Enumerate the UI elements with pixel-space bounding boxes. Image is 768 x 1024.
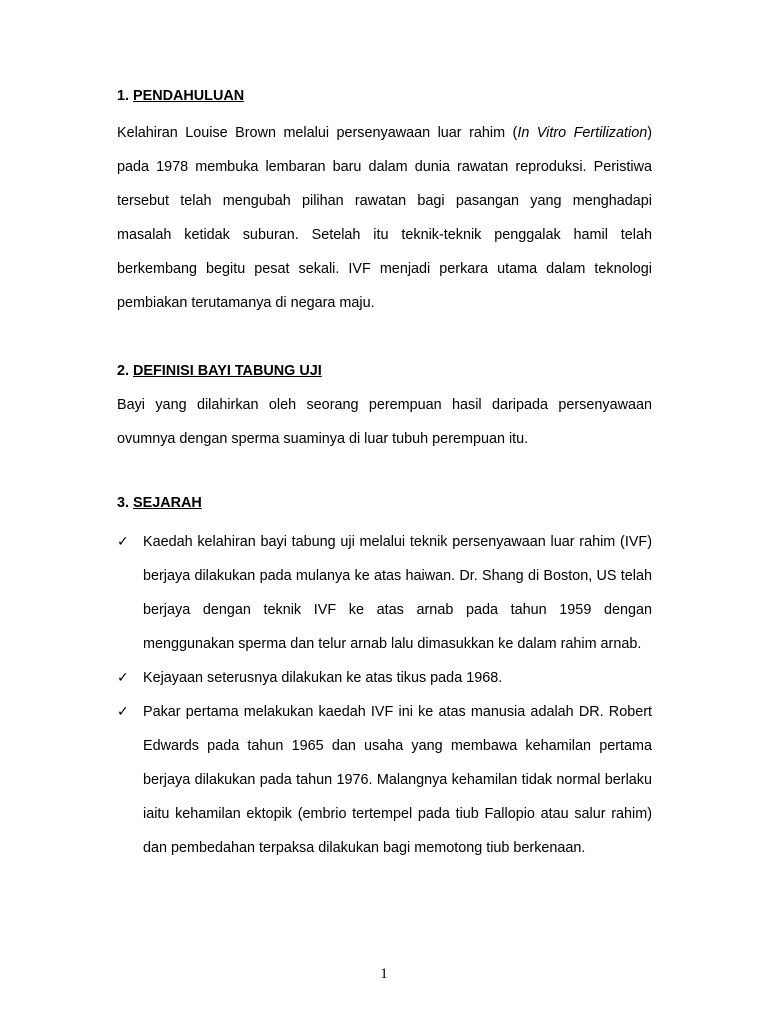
section-heading-pendahuluan bbox=[117, 86, 652, 106]
checkmark-icon: ✓ bbox=[117, 670, 129, 686]
section-number: 2. bbox=[117, 363, 130, 379]
section-title: DEFINISI BAYI TABUNG UJI bbox=[133, 363, 322, 379]
list-item bbox=[117, 661, 652, 695]
checkmark-icon: ✓ bbox=[117, 704, 129, 720]
section-title: PENDAHULUAN bbox=[133, 88, 245, 104]
section-number: 1. bbox=[117, 88, 130, 104]
page-number: 1 bbox=[380, 966, 388, 982]
page-content bbox=[117, 86, 652, 865]
list-item bbox=[117, 525, 652, 661]
section-heading-sejarah bbox=[117, 493, 652, 513]
list-item-text: Kejayaan seterusnya dilakukan ke atas tikus pada 1968. bbox=[143, 670, 503, 686]
section-body-definisi: Bayi yang dilahirkan oleh seorang perempuan hasil daripada persenyawaan ovumnya dengan sperma suaminya di luar tubuh perempuan itu. bbox=[117, 397, 652, 447]
body-text: ) pada 1978 membuka lembaran baru dalam dunia rawatan reproduksi. Peristiwa tersebut telah mengubah pilihan rawatan bagi pasangan yang menghadapi masalah ketidak suburan. Setelah itu teknik-teknik penggalak hamil telah berkembang begitu pesat sekali. IVF menjadi perkara utama dalam teknologi pembiakan terutamanya di negara maju. bbox=[117, 125, 652, 311]
section-body-pendahuluan bbox=[117, 116, 652, 320]
italic-term: In Vitro Fertilization bbox=[517, 125, 648, 141]
section-title: SEJARAH bbox=[133, 495, 202, 511]
body-text: Kelahiran Louise Brown melalui persenyawaan luar rahim ( bbox=[117, 125, 518, 141]
checkmark-icon: ✓ bbox=[117, 534, 129, 550]
list-item-text: Kaedah kelahiran bayi tabung uji melalui teknik persenyawaan luar rahim (IVF) berjaya dilakukan pada mulanya ke atas haiwan. Dr. Shang di Boston, US telah berjaya dengan teknik IVF ke atas arnab pada tahun 1959 dengan menggunakan sperma dan telur arnab lalu dimasukkan ke dalam rahim arnab. bbox=[143, 534, 652, 652]
section-heading-definisi bbox=[117, 361, 652, 381]
list-item-text: Pakar pertama melakukan kaedah IVF ini ke atas manusia adalah DR. Robert Edwards pada tahun 1965 dan usaha yang membawa kehamilan pertama berjaya dilakukan pada tahun 1976. Malangnya kehamilan tidak normal berlaku iaitu kehamilan ektopik (embrio tertempel pada tiub Fallopio atau salur rahim) dan pembedahan terpaksa dilakukan bagi memotong tiub berkenaan. bbox=[143, 704, 652, 856]
section-number: 3. bbox=[117, 495, 130, 511]
list-item bbox=[117, 695, 652, 865]
history-checklist bbox=[117, 525, 652, 865]
